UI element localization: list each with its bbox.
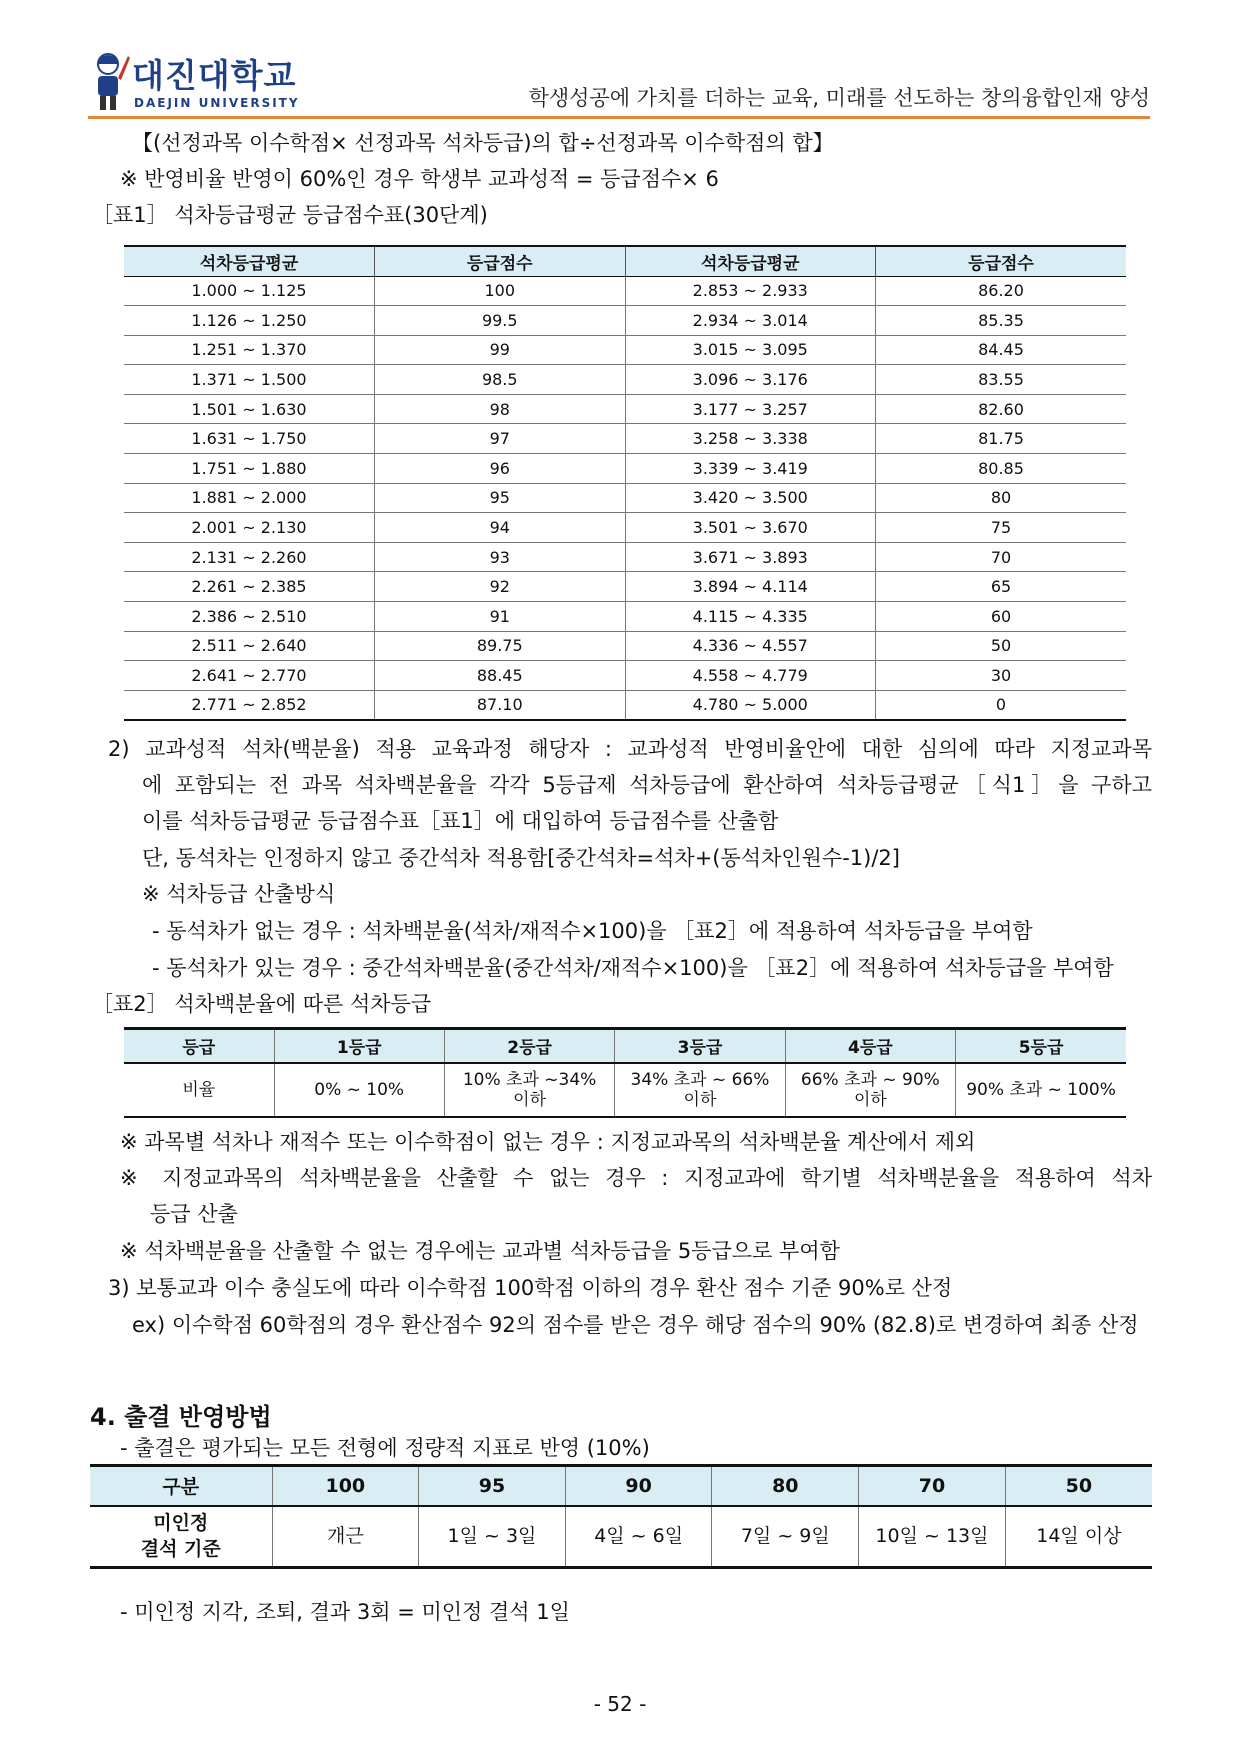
table-row bbox=[124, 276, 1126, 306]
cell-text: 이하 bbox=[853, 1089, 887, 1110]
table2-caption: ［표2］ 석차백분율에 따른 석차등급 bbox=[92, 992, 432, 1016]
header-divider bbox=[88, 116, 1150, 119]
column-header: 95 bbox=[419, 1466, 566, 1506]
table-cell: 1.751 ~ 1.880 bbox=[124, 454, 375, 484]
method-item-2: - 동석차가 있는 경우 : 중간석차백분율(중간석차/재적수×100)을 ［표2］에 적용하여 석차등급을 부여함 bbox=[152, 956, 1114, 980]
note-1: ※ 과목별 석차나 재적수 또는 이수학점이 없는 경우 : 지정교과목의 석차백분율 계산에서 제외 bbox=[120, 1130, 976, 1154]
cell-text: 90% 초과 ~ 100% bbox=[966, 1079, 1116, 1100]
table-cell: 3.894 ~ 4.114 bbox=[625, 572, 876, 602]
table-cell: 3.015 ~ 3.095 bbox=[625, 335, 876, 365]
table-header-row bbox=[124, 1029, 1126, 1063]
table-cell: 0 bbox=[876, 690, 1127, 720]
table-cell: 1.251 ~ 1.370 bbox=[124, 335, 375, 365]
table-cell: 1일 ~ 3일 bbox=[419, 1506, 566, 1568]
table-row bbox=[124, 483, 1126, 513]
section2-line2: 에 포함되는 전 과목 석차백분율을 각각 5등급제 석차등급에 환산하여 석차등급평균［식1］을 구하고 bbox=[142, 773, 1152, 797]
cell-text: 0% ~ 10% bbox=[314, 1079, 405, 1100]
table-cell: 95 bbox=[375, 483, 626, 513]
table-cell: 99 bbox=[375, 335, 626, 365]
percentile-grade-table bbox=[124, 1027, 1126, 1118]
table-cell: 93 bbox=[375, 542, 626, 572]
column-header: 등급점수 bbox=[876, 246, 1127, 276]
table-row bbox=[124, 365, 1126, 395]
example-text: ex) 이수학점 60학점의 경우 환산점수 92의 점수를 받은 경우 해당 점수의 90% (82.8)로 변경하여 최종 산정 bbox=[132, 1313, 1139, 1337]
table-cell: 2.131 ~ 2.260 bbox=[124, 542, 375, 572]
table-cell: 3.258 ~ 3.338 bbox=[625, 424, 876, 454]
table-cell: 4일 ~ 6일 bbox=[565, 1506, 712, 1568]
table-cell: 2.771 ~ 2.852 bbox=[124, 690, 375, 720]
column-header: 80 bbox=[712, 1466, 859, 1506]
table-cell: 2.386 ~ 2.510 bbox=[124, 602, 375, 632]
table-header-row bbox=[124, 246, 1126, 276]
grade-score-table bbox=[124, 245, 1126, 721]
table-cell: 91 bbox=[375, 602, 626, 632]
table-cell: 10일 ~ 13일 bbox=[859, 1506, 1006, 1568]
table-cell: 92 bbox=[375, 572, 626, 602]
table-cell: 89.75 bbox=[375, 631, 626, 661]
column-header: 석차등급평균 bbox=[625, 246, 876, 276]
cell-text: 66% 초과 ~ 90% bbox=[800, 1069, 940, 1090]
note-2-line1: ※ 지정교과목의 석차백분율을 산출할 수 없는 경우 : 지정교과에 학기별 석차백분율을 적용하여 석차 bbox=[120, 1166, 1152, 1190]
table-cell: 1.000 ~ 1.125 bbox=[124, 276, 375, 306]
table-cell: 개근 bbox=[272, 1506, 419, 1568]
table-cell: 75 bbox=[876, 513, 1127, 543]
table-cell: 100 bbox=[375, 276, 626, 306]
table-cell: 83.55 bbox=[876, 365, 1127, 395]
table-cell bbox=[615, 1063, 785, 1117]
table-cell: 1.126 ~ 1.250 bbox=[124, 306, 375, 336]
table-cell: 2.853 ~ 2.933 bbox=[625, 276, 876, 306]
table1-caption: ［표1］ 석차등급평균 등급점수표(30단계) bbox=[92, 203, 488, 227]
method-item-1: - 동석차가 없는 경우 : 석차백분율(석차/재적수×100)을 ［표2］에 적용하여 석차등급을 부여함 bbox=[152, 919, 1033, 943]
table-cell: 2.934 ~ 3.014 bbox=[625, 306, 876, 336]
section4-desc: - 출결은 평가되는 모든 전형에 정량적 지표로 반영 (10%) bbox=[120, 1436, 650, 1460]
table-cell: 81.75 bbox=[876, 424, 1127, 454]
cell-text: 이하 bbox=[683, 1089, 717, 1110]
table-cell: 2.511 ~ 2.640 bbox=[124, 631, 375, 661]
mascot-icon bbox=[88, 52, 130, 114]
table-cell: 1.501 ~ 1.630 bbox=[124, 394, 375, 424]
table-cell: 65 bbox=[876, 572, 1127, 602]
column-header: 5등급 bbox=[956, 1029, 1126, 1063]
logo-korean: 대진대학교 bbox=[132, 56, 297, 95]
column-header: 70 bbox=[859, 1466, 1006, 1506]
table-cell: 1.371 ~ 1.500 bbox=[124, 365, 375, 395]
row-label-line: 결석 기준 bbox=[140, 1538, 221, 1561]
table-cell bbox=[956, 1063, 1126, 1117]
column-header: 1등급 bbox=[274, 1029, 444, 1063]
table-cell bbox=[274, 1063, 444, 1117]
table-cell: 1.881 ~ 2.000 bbox=[124, 483, 375, 513]
table-cell: 97 bbox=[375, 424, 626, 454]
table-cell: 80.85 bbox=[876, 454, 1127, 484]
table-cell: 70 bbox=[876, 542, 1127, 572]
ratio-note: ※ 반영비율 반영이 60%인 경우 학생부 교과성적 = 등급점수× 6 bbox=[120, 167, 719, 191]
table-cell: 86.20 bbox=[876, 276, 1127, 306]
cell-text: 이하 bbox=[513, 1089, 547, 1110]
table-cell: 2.641 ~ 2.770 bbox=[124, 661, 375, 691]
header-slogan: 학생성공에 가치를 더하는 교육, 미래를 선도하는 창의융합인재 양성 bbox=[528, 86, 1150, 110]
method-title: ※ 석차등급 산출방식 bbox=[142, 882, 336, 906]
row-label-line: 미인정 bbox=[153, 1512, 209, 1535]
section3-text: 3) 보통교과 이수 충실도에 따라 이수학점 100학점 이하의 경우 환산 점수 기준 90%로 산정 bbox=[108, 1276, 953, 1300]
university-logo bbox=[88, 52, 338, 114]
column-header: 2등급 bbox=[444, 1029, 614, 1063]
section4-title: 4. 출결 반영방법 bbox=[90, 1403, 272, 1431]
section2-line3: 이를 석차등급평균 등급점수표［표1］에 대입하여 등급점수를 산출함 bbox=[142, 809, 779, 833]
table-cell: 14일 이상 bbox=[1036, 1525, 1122, 1548]
table-cell: 80 bbox=[876, 483, 1127, 513]
column-header: 50 bbox=[1005, 1466, 1152, 1506]
column-header: 석차등급평균 bbox=[124, 246, 375, 276]
table-cell: 88.45 bbox=[375, 661, 626, 691]
table-cell: 4.115 ~ 4.335 bbox=[625, 602, 876, 632]
table-cell bbox=[785, 1063, 955, 1117]
page-number: - 52 - bbox=[593, 1692, 647, 1716]
table-cell: 84.45 bbox=[876, 335, 1127, 365]
table-cell: 60 bbox=[876, 602, 1127, 632]
table-cell: 3.177 ~ 3.257 bbox=[625, 394, 876, 424]
table-cell: 99.5 bbox=[375, 306, 626, 336]
table-row bbox=[124, 454, 1126, 484]
table-cell: 3.339 ~ 3.419 bbox=[625, 454, 876, 484]
note-2-line2: 등급 산출 bbox=[150, 1202, 238, 1226]
table-cell: 94 bbox=[375, 513, 626, 543]
table-row bbox=[124, 513, 1126, 543]
table-row bbox=[124, 335, 1126, 365]
row-label bbox=[90, 1506, 272, 1568]
table-cell: 4.336 ~ 4.557 bbox=[625, 631, 876, 661]
table-cell: 85.35 bbox=[876, 306, 1127, 336]
table-cell bbox=[444, 1063, 614, 1117]
table-row bbox=[124, 542, 1126, 572]
table-cell: 30 bbox=[876, 661, 1127, 691]
table-cell: 2.001 ~ 2.130 bbox=[124, 513, 375, 543]
logo-english: DAEJIN UNIVERSITY bbox=[134, 96, 300, 110]
table-cell: 82.60 bbox=[876, 394, 1127, 424]
table-header-row bbox=[90, 1466, 1152, 1506]
section2-line1: 2) 교과성적 석차(백분율) 적용 교육과정 해당자 : 교과성적 반영비율안에 대한 심의에 따라 지정교과목 bbox=[108, 737, 1152, 761]
table-cell: 4.780 ~ 5.000 bbox=[625, 690, 876, 720]
attendance-table bbox=[90, 1464, 1152, 1569]
table-cell: 3.501 ~ 3.670 bbox=[625, 513, 876, 543]
column-header: 3등급 bbox=[615, 1029, 785, 1063]
table-cell: 87.10 bbox=[375, 690, 626, 720]
column-header: 등급 bbox=[124, 1029, 274, 1063]
row-label: 비율 bbox=[124, 1063, 274, 1117]
column-header: 100 bbox=[272, 1466, 419, 1506]
table-row bbox=[124, 306, 1126, 336]
note-3: ※ 석차백분율을 산출할 수 없는 경우에는 교과별 석차등급을 5등급으로 부여함 bbox=[120, 1239, 840, 1263]
table-cell: 7일 ~ 9일 bbox=[712, 1506, 859, 1568]
table-row bbox=[124, 424, 1126, 454]
table-cell: 50 bbox=[876, 631, 1127, 661]
table-body bbox=[124, 276, 1126, 720]
table-cell: 3.420 ~ 3.500 bbox=[625, 483, 876, 513]
table-cell: 1.631 ~ 1.750 bbox=[124, 424, 375, 454]
column-header: 등급점수 bbox=[375, 246, 626, 276]
formula-text: 【(선정과목 이수학점× 선정과목 석차등급)의 합÷선정과목 이수학점의 합】 bbox=[132, 131, 834, 155]
table-cell: 98 bbox=[375, 394, 626, 424]
table-cell: 3.671 ~ 3.893 bbox=[625, 542, 876, 572]
cell-text: 10% 초과 ~34% bbox=[462, 1069, 597, 1090]
table-row bbox=[124, 602, 1126, 632]
column-header: 90 bbox=[565, 1466, 712, 1506]
column-header: 구분 bbox=[90, 1466, 272, 1506]
table-cell: 4.558 ~ 4.779 bbox=[625, 661, 876, 691]
table-row bbox=[124, 572, 1126, 602]
table-row bbox=[90, 1506, 1152, 1568]
table-cell: 3.096 ~ 3.176 bbox=[625, 365, 876, 395]
table-row bbox=[124, 690, 1126, 720]
page-header bbox=[88, 50, 1150, 120]
table-cell: 2.261 ~ 2.385 bbox=[124, 572, 375, 602]
table-row bbox=[124, 394, 1126, 424]
table-cell: 98.5 bbox=[375, 365, 626, 395]
table-cell: 96 bbox=[375, 454, 626, 484]
column-header: 4등급 bbox=[785, 1029, 955, 1063]
section4-footnote: - 미인정 지각, 조퇴, 결과 3회 = 미인정 결석 1일 bbox=[120, 1600, 570, 1624]
table-row bbox=[124, 1063, 1126, 1117]
table-row bbox=[124, 631, 1126, 661]
table-row bbox=[124, 661, 1126, 691]
cell-text: 34% 초과 ~ 66% bbox=[630, 1069, 770, 1090]
section2-line4: 단, 동석차는 인정하지 않고 중간석차 적용함[중간석차=석차+(동석차인원수-1)/2] bbox=[142, 846, 900, 870]
